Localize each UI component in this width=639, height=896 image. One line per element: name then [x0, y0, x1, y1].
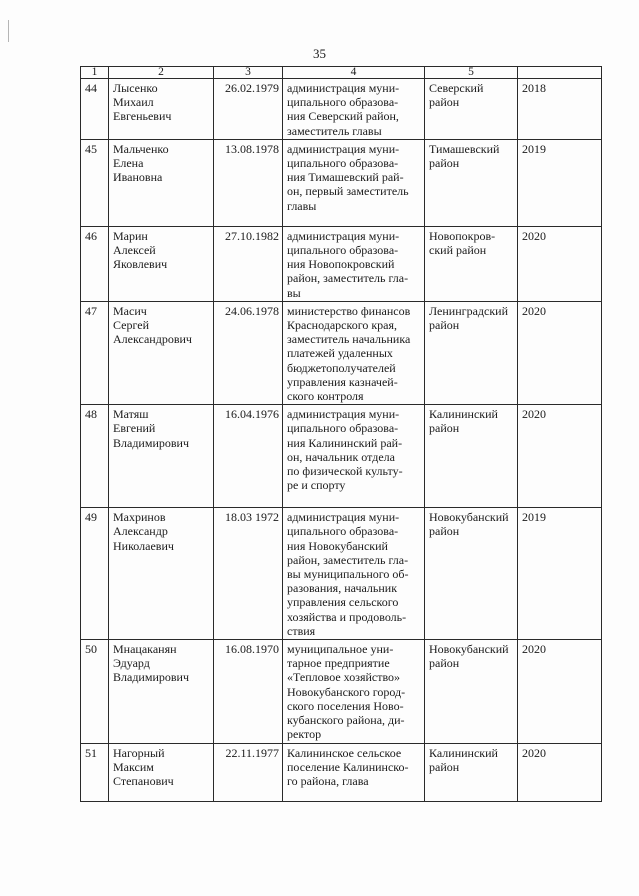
- cell-district: Новокубанский район: [425, 508, 518, 640]
- cell-name: Мальченко Елена Ивановна: [109, 139, 214, 226]
- cell-position: муниципальное уни- тарное предприятие «Тепловое хозяйство» Новокубанского город- ского поселения Ново- кубанского района, ди- ректор: [283, 640, 425, 743]
- table-row: [81, 508, 602, 640]
- table-row: [81, 301, 602, 404]
- cell-year: 2019: [518, 139, 602, 226]
- cell-birthdate: 22.11.1977: [214, 743, 283, 801]
- cell-district: Калининский район: [425, 743, 518, 801]
- cell-name: Мнацаканян Эдуард Владимирович: [109, 640, 214, 743]
- cell-name: Матяш Евгений Владимирович: [109, 405, 214, 508]
- cell-number: 49: [81, 508, 109, 640]
- cell-district: Тимашевский район: [425, 139, 518, 226]
- page-number: 35: [313, 46, 326, 61]
- cell-year: 2020: [518, 640, 602, 743]
- table-header-row: [81, 67, 602, 79]
- cell-name: Махринов Александр Николаевич: [109, 508, 214, 640]
- cell-district: Калининский район: [425, 405, 518, 508]
- cell-number: 46: [81, 226, 109, 301]
- cell-year: 2020: [518, 301, 602, 404]
- cell-district: Ленинградский район: [425, 301, 518, 404]
- cell-birthdate: 16.08.1970: [214, 640, 283, 743]
- cell-birthdate: 24.06.1978: [214, 301, 283, 404]
- cell-position: министерство финансов Краснодарского края, заместитель начальника платежей удаленных бюджетополучателей управления казначей- ского контроля: [283, 301, 425, 404]
- cell-year: 2020: [518, 405, 602, 508]
- cell-name: Лысенко Михаил Евгеньевич: [109, 79, 214, 140]
- cell-year: 2020: [518, 226, 602, 301]
- cell-number: 44: [81, 79, 109, 140]
- personnel-table: [80, 66, 602, 802]
- cell-number: 47: [81, 301, 109, 404]
- cell-birthdate: 16.04.1976: [214, 405, 283, 508]
- cell-position: Калининское сельское поселение Калининско- го района, глава: [283, 743, 425, 801]
- cell-position: администрация муни- ципального образова- ния Северский район, заместитель главы: [283, 79, 425, 140]
- cell-district: Северский район: [425, 79, 518, 140]
- cell-position: администрация муни- ципального образова- ния Калининский рай- он, начальник отдела по физической культу- ре и спорту: [283, 405, 425, 508]
- cell-name: Масич Сергей Александрович: [109, 301, 214, 404]
- cell-number: 48: [81, 405, 109, 508]
- header-col-number: 1: [81, 67, 109, 79]
- cell-district: Новопокров- ский район: [425, 226, 518, 301]
- cell-position: администрация муни- ципального образова- ния Новокубанский район, заместитель гла- вы муниципального об- разования, начальник управления сельского хозяйства и продоволь- ствия: [283, 508, 425, 640]
- cell-name: Нагорный Максим Степанович: [109, 743, 214, 801]
- cell-birthdate: 18.03 1972: [214, 508, 283, 640]
- cell-number: 50: [81, 640, 109, 743]
- table-row: [81, 640, 602, 743]
- cell-birthdate: 27.10.1982: [214, 226, 283, 301]
- scan-edge-mark: [8, 20, 9, 42]
- cell-position: администрация муни- ципального образова- ния Новопокровский район, заместитель гла- вы: [283, 226, 425, 301]
- header-col-birthdate: 3: [214, 67, 283, 79]
- cell-name: Марин Алексей Яковлевич: [109, 226, 214, 301]
- cell-year: 2018: [518, 79, 602, 140]
- cell-position: администрация муни- ципального образова- ния Тимашевский рай- он, первый заместитель главы: [283, 139, 425, 226]
- header-col-name: 2: [109, 67, 214, 79]
- header-col-position: 4: [283, 67, 425, 79]
- table-row: [81, 79, 602, 140]
- cell-number: 45: [81, 139, 109, 226]
- cell-district: Новокубанский район: [425, 640, 518, 743]
- cell-year: 2019: [518, 508, 602, 640]
- table-row: [81, 226, 602, 301]
- table-row: [81, 743, 602, 801]
- table-row: [81, 405, 602, 508]
- header-col-district: 5: [425, 67, 518, 79]
- cell-birthdate: 26.02.1979: [214, 79, 283, 140]
- cell-year: 2020: [518, 743, 602, 801]
- header-col-year: [518, 67, 602, 79]
- cell-birthdate: 13.08.1978: [214, 139, 283, 226]
- cell-number: 51: [81, 743, 109, 801]
- table-row: [81, 139, 602, 226]
